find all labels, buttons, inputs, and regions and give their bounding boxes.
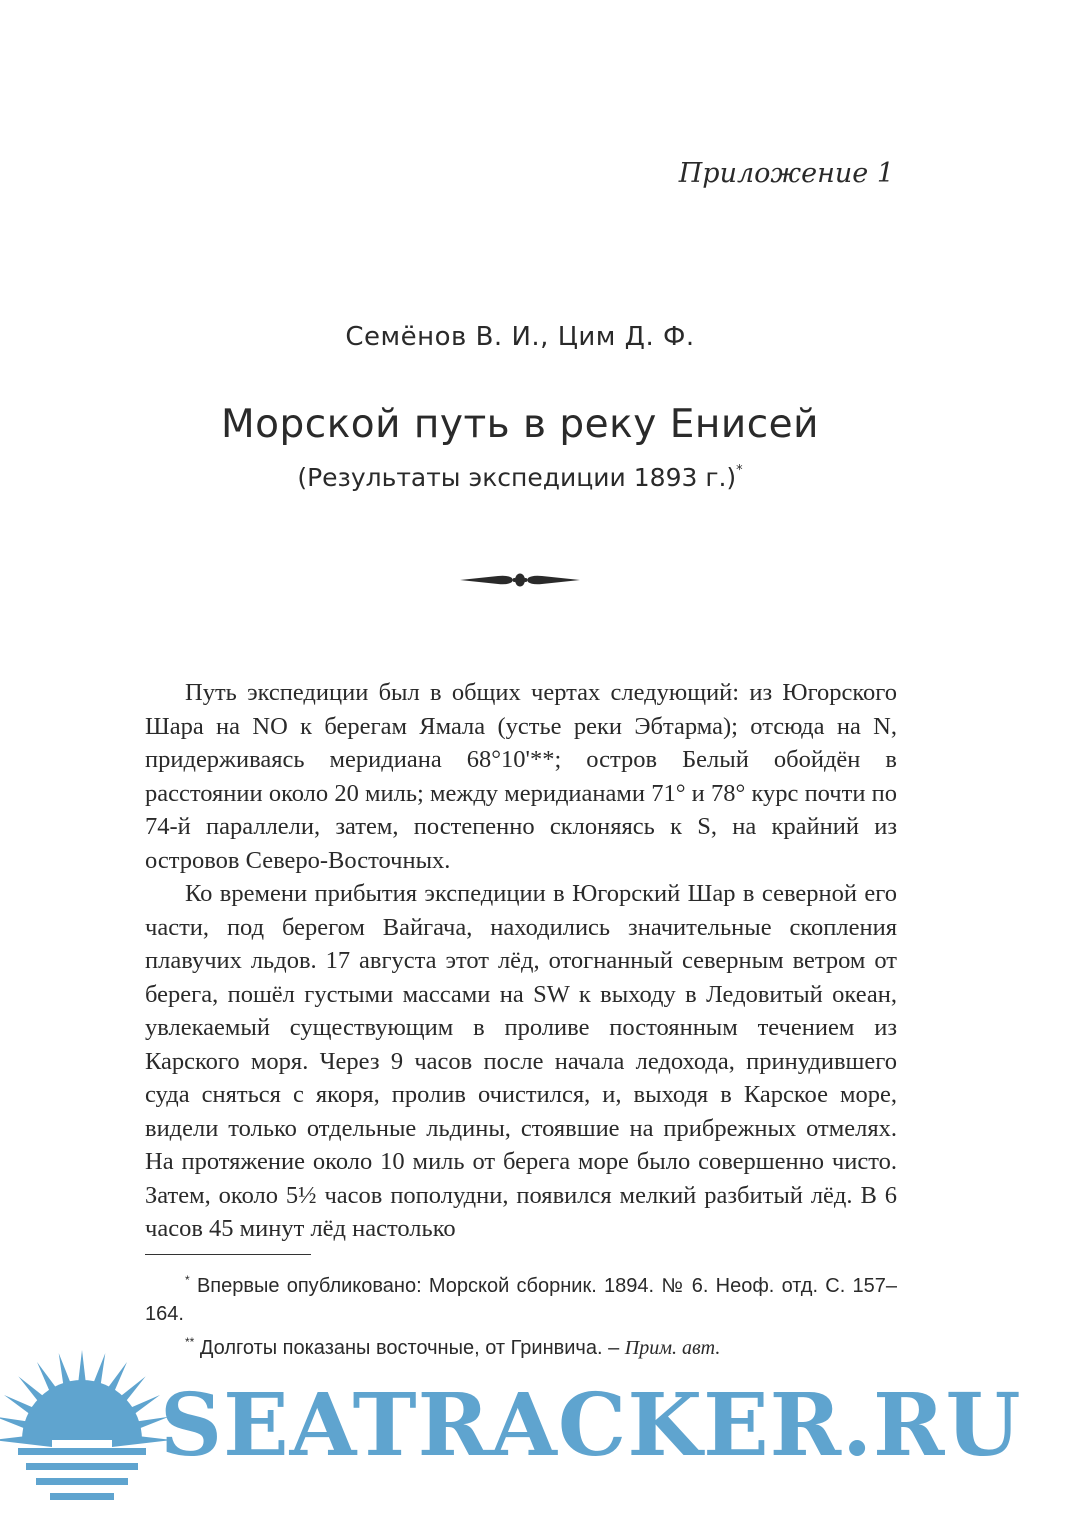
appendix-label: Приложение 1 — [678, 158, 894, 189]
article-title: Морской путь в реку Енисей — [221, 402, 819, 447]
footnote-1 — [145, 1266, 897, 1328]
ornament-divider-icon — [458, 569, 582, 591]
subtitle-text: (Результаты экспедиции 1893 г.) — [297, 463, 737, 492]
article-subtitle — [0, 463, 1040, 492]
footnote-2-mark: ** — [185, 1335, 195, 1349]
body-paragraph: Ко времени прибытия экспедиции в Югорский Шар в северной его части, под берегом Вайгача, находились значительные скопления плавучих льдов. 17 августа этот лёд, отогнанный северным ветром от берега, пошёл густыми массами на SW к выходу в Ледовитый океан, увлекаемый существующим в проливе постоянным течением из Карского моря. Через 9 часов после начала ледохода, принудившего суда сняться с якоря, пролив очистился, и, выходя в Карское море, видели только отдельные льдины, стоявшие на прибрежных отмелях. На протяжение около 10 миль от берега море было совершенно чисто. Затем, около 5½ часов пополудни, появился мелкий разбитый лёд. В 6 часов 45 минут лёд настолько — [145, 880, 897, 1242]
footnote-2-italic: Прим. авт. — [624, 1337, 721, 1359]
watermark-text: SEATRACKER.RU — [160, 1375, 1022, 1476]
footnote-separator — [145, 1254, 311, 1255]
body-text — [145, 676, 897, 1246]
article-authors: Семёнов В. И., Цим Д. Ф. — [345, 322, 695, 352]
footnote-2-text: Долготы показаны восточные, от Гринвича. – — [199, 1337, 625, 1359]
body-paragraph: Путь экспедиции был в общих чертах следующий: из Югорского Шара на NO к берегам Ямала (устье реки Эбтарма); отсюда на N, придерживаясь меридиана 68°10'**; остров Белый обойдён в расстоянии около 20 миль; между меридианами 71° и 78° курс почти по 74-й параллели, затем, постепенно склоняясь к S, на крайний из островов Северо-Восточных. — [145, 679, 897, 874]
footnote-1-text: Впервые опубликовано: Морской сборник. 1894. № 6. Неоф. отд. С. 157–164. — [145, 1275, 898, 1325]
subtitle-note-mark: * — [736, 463, 743, 478]
footnote-1-mark: * — [185, 1273, 190, 1287]
